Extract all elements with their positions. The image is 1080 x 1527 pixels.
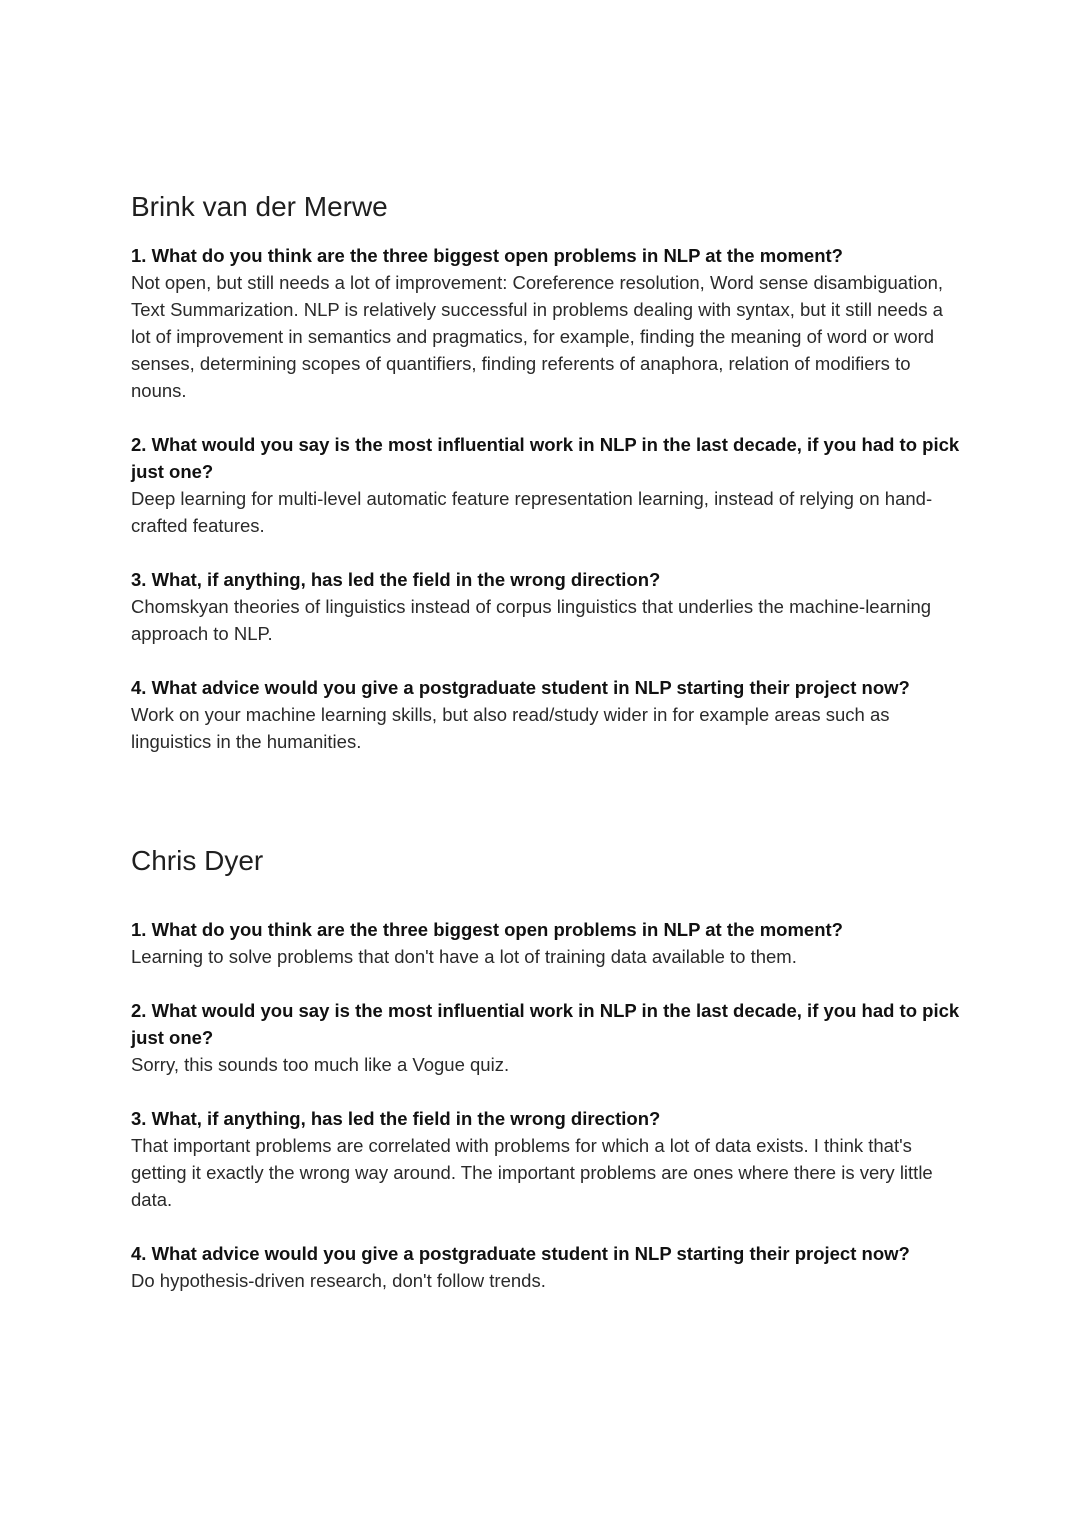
qa-item [131,566,961,647]
answer: Not open, but still needs a lot of improvement: Coreference resolution, Word sense disambiguation, Text Summarization. NLP is relatively successful in problems dealing with syntax, but it still needs a lot of improvement in semantics and pragmatics, for example, finding the meaning of word or word senses, determining scopes of quantifiers, finding referents of anaphora, relation of modifiers to nouns. [131,272,944,401]
question: 4. What advice would you give a postgraduate student in NLP starting their project now? [131,677,910,698]
question: 3. What, if anything, has led the field in the wrong direction? [131,1108,661,1129]
qa-item [131,674,961,755]
answer: Chomskyan theories of linguistics instead of corpus linguistics that underlies the machine-learning approach to NLP. [131,596,932,644]
question: 1. What do you think are the three biggest open problems in NLP at the moment? [131,245,843,266]
section-title: Brink van der Merwe [131,191,388,222]
qa-list [131,242,961,755]
qa-item [131,242,961,404]
qa-item [131,997,961,1078]
qa-item [131,916,961,970]
question: 2. What would you say is the most influential work in NLP in the last decade, if you had to pick just one? [131,1000,960,1048]
section-title: Chris Dyer [131,845,264,876]
answer: That important problems are correlated with problems for which a lot of data exists. I think that's getting it exactly the wrong way around. The important problems are ones where there is very little data. [131,1135,933,1210]
question: 2. What would you say is the most influential work in NLP in the last decade, if you had to pick just one? [131,434,960,482]
qa-item [131,431,961,539]
question: 4. What advice would you give a postgraduate student in NLP starting their project now? [131,1243,910,1264]
answer: Deep learning for multi-level automatic feature representation learning, instead of relying on hand-crafted features. [131,488,933,536]
qa-item [131,1240,961,1294]
answer: Learning to solve problems that don't have a lot of training data available to them. [131,946,797,967]
question: 1. What do you think are the three biggest open problems in NLP at the moment? [131,919,843,940]
interview-section-brink-van-der-merwe [131,190,961,755]
answer: Sorry, this sounds too much like a Vogue quiz. [131,1054,510,1075]
answer: Work on your machine learning skills, but also read/study wider in for example areas such as linguistics in the humanities. [131,704,890,752]
answer: Do hypothesis-driven research, don't follow trends. [131,1270,546,1291]
question: 3. What, if anything, has led the field in the wrong direction? [131,569,661,590]
interview-section-chris-dyer [131,844,961,1294]
qa-item [131,1105,961,1213]
qa-list [131,916,961,1294]
